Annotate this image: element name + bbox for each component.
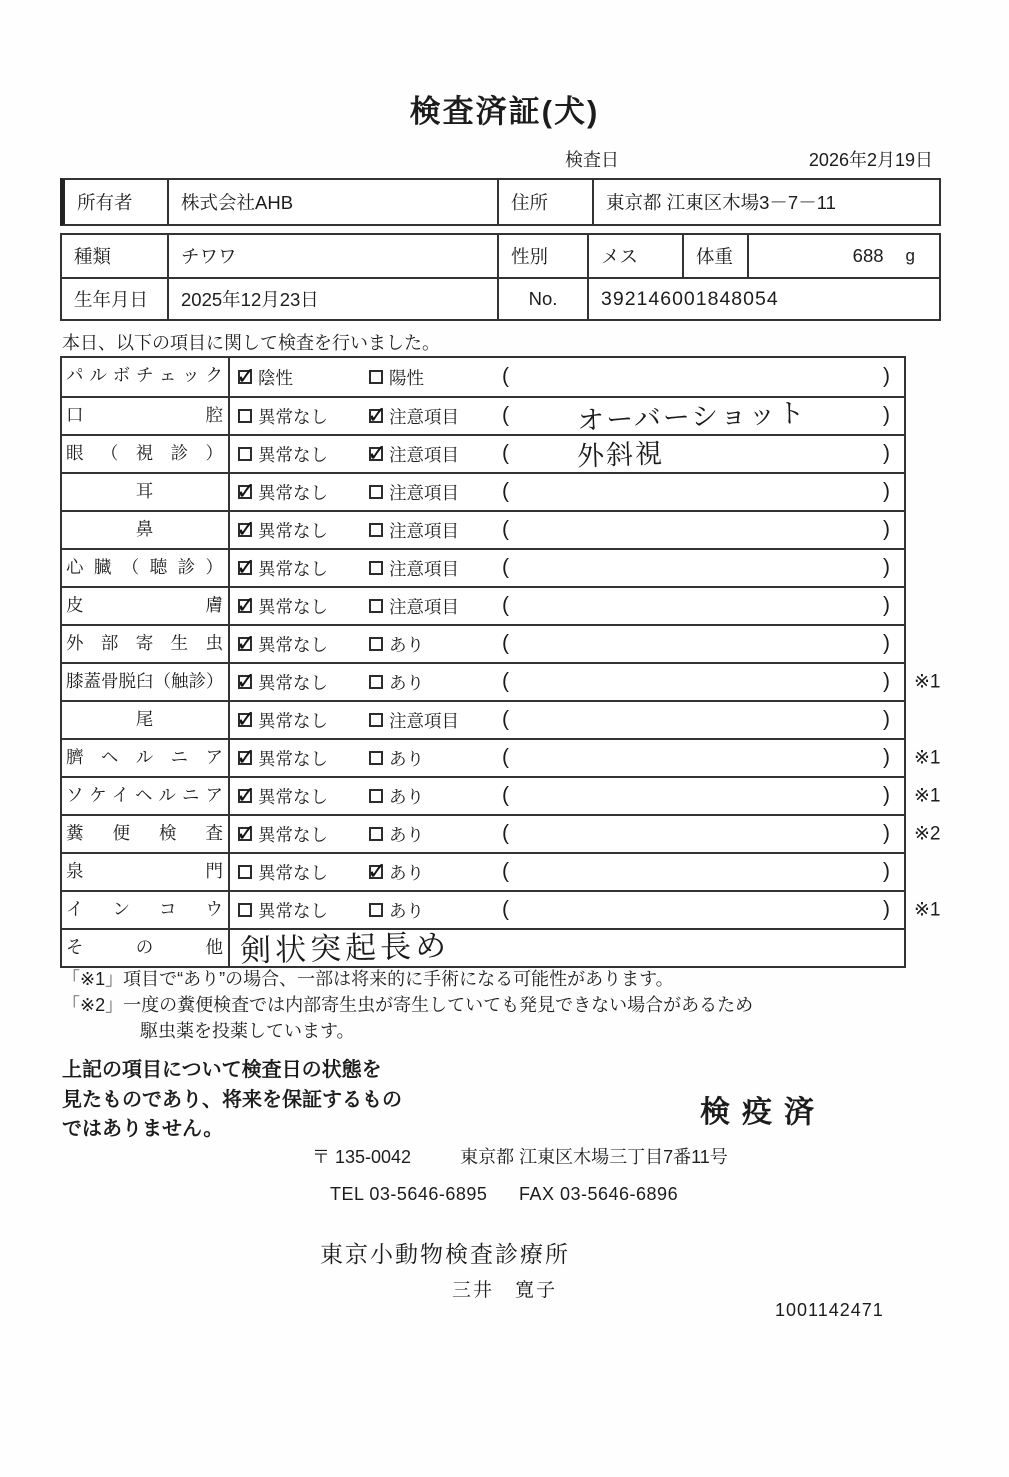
option-1-label: 異常なし (258, 862, 328, 883)
checkbox-icon: ✓ (236, 363, 257, 390)
exam-note-area (492, 436, 904, 472)
checkbox-icon (369, 523, 383, 537)
paren-close: ) (883, 441, 890, 465)
owner-table (60, 178, 941, 226)
exam-note-area (492, 702, 904, 738)
exam-option-2 (361, 784, 492, 809)
option-2-label: 陽性 (389, 367, 424, 388)
disclaimer-line-1: 上記の項目について検査日の状態を (62, 1059, 382, 1081)
paren-open: ( (502, 783, 509, 807)
option-1-label: 異常なし (258, 748, 328, 769)
exam-option-1 (230, 670, 361, 695)
paren-open: ( (502, 517, 509, 541)
option-2-label: 注意項目 (389, 710, 459, 731)
option-1-label: 異常なし (258, 634, 328, 655)
exam-option-2 (361, 480, 492, 505)
remark-marker: ※2 (914, 823, 941, 845)
exam-option-2 (361, 822, 492, 847)
weight-unit: g (905, 246, 915, 265)
paren-close: ) (883, 745, 890, 769)
exam-option-1 (230, 860, 361, 885)
exam-option-1 (230, 784, 361, 809)
option-2-label: あり (389, 748, 424, 769)
exam-row (62, 396, 904, 434)
remark-marker: ※1 (914, 899, 941, 921)
option-2-label: あり (389, 824, 424, 845)
exam-row-other (62, 928, 904, 969)
owner-label: 所有者 (77, 192, 133, 213)
checkbox-icon: ✓ (236, 782, 257, 809)
exam-option-2 (361, 708, 492, 733)
clinic-address-line (312, 1143, 728, 1169)
serial-number: 1001142471 (775, 1300, 884, 1320)
option-2-label: 注意項目 (389, 406, 459, 427)
paren-open: ( (502, 364, 509, 388)
id-number-value: 392146001848054 (587, 279, 939, 319)
weight-label: 体重 (682, 235, 747, 277)
option-2-label: 注意項目 (389, 520, 459, 541)
checkbox-icon: ✓ (236, 478, 257, 505)
checkbox-icon: ✓ (367, 440, 388, 467)
dob-label: 生年月日 (74, 289, 149, 310)
checkbox-icon (369, 561, 383, 575)
paren-open: ( (502, 441, 509, 465)
checkbox-icon (238, 903, 252, 917)
option-1-label: 異常なし (258, 900, 328, 921)
exam-item-label: ソケイヘルニア (62, 778, 230, 814)
exam-option-2 (361, 404, 492, 429)
dob-value: 2025年12月23日 (167, 279, 497, 319)
exam-item-label: 眼（視診） (62, 436, 230, 472)
clinic-name: 東京小動物検査診療所 (320, 1241, 570, 1267)
checkbox-icon: ✓ (236, 592, 257, 619)
checkbox-icon (369, 827, 383, 841)
exam-option-1 (230, 556, 361, 581)
checkbox-icon (369, 485, 383, 499)
paren-close: ) (883, 707, 890, 731)
paren-open: ( (502, 555, 509, 579)
option-2-label: あり (389, 862, 424, 883)
exam-note-area (492, 398, 904, 434)
exam-note-area (492, 512, 904, 548)
pet-row-breed (62, 235, 939, 277)
paren-open: ( (502, 745, 509, 769)
exam-option-2 (361, 860, 492, 885)
option-2-label: 注意項目 (389, 558, 459, 579)
paren-close: ) (883, 821, 890, 845)
option-1-label: 異常なし (258, 786, 328, 807)
checkbox-icon (369, 903, 383, 917)
clinic-address: 東京都 江東区木場三丁目7番11号 (460, 1147, 728, 1167)
weight-value-cell (747, 235, 939, 277)
exam-row (62, 510, 904, 548)
checkbox-icon: ✓ (236, 516, 257, 543)
id-number-label: No. (497, 279, 587, 319)
exam-note-area (492, 588, 904, 624)
option-2-label: 注意項目 (389, 482, 459, 503)
option-2-label: あり (389, 786, 424, 807)
checkbox-icon (369, 675, 383, 689)
option-1-label: 異常なし (258, 558, 328, 579)
option-2-label: あり (389, 672, 424, 693)
paren-close: ) (883, 403, 890, 427)
exam-note-area (492, 854, 904, 890)
exam-item-label: 耳 (62, 474, 230, 510)
sex-value: メス (587, 235, 682, 277)
exam-option-1 (230, 708, 361, 733)
exam-row (62, 434, 904, 472)
handwritten-note: 剣状突起長め (239, 928, 451, 969)
exam-option-2 (361, 442, 492, 467)
pet-row-dob (62, 277, 939, 319)
exam-item-label: 皮膚 (62, 588, 230, 624)
checkbox-icon (369, 751, 383, 765)
exam-option-2 (361, 746, 492, 771)
paren-open: ( (502, 479, 509, 503)
paren-open: ( (502, 821, 509, 845)
exam-option-2 (361, 670, 492, 695)
exam-note-area (492, 778, 904, 814)
sex-label: 性別 (497, 235, 587, 277)
exam-note-area (492, 664, 904, 700)
exam-option-1 (230, 746, 361, 771)
paren-close: ) (883, 517, 890, 541)
exam-item-label: 泉門 (62, 854, 230, 890)
other-note-area (230, 928, 904, 969)
exam-option-1 (230, 822, 361, 847)
owner-row (65, 180, 939, 224)
exam-option-2 (361, 594, 492, 619)
exam-item-label: 糞便検査 (62, 816, 230, 852)
paren-close: ) (883, 897, 890, 921)
disclaimer-line-2: 見たものであり、将来を保証するもの (62, 1088, 402, 1111)
postal-code: 〒 135-0042 (312, 1147, 412, 1167)
handwritten-note: 外斜視 (576, 438, 665, 472)
exam-row (62, 586, 904, 624)
inspection-date-value: 2026年2月19日 (808, 150, 933, 170)
quarantine-stamp: 検疫済 (700, 1096, 826, 1129)
exam-option-2 (361, 556, 492, 581)
exam-note-area (492, 892, 904, 928)
remark-marker: ※1 (914, 671, 941, 693)
exam-row (62, 738, 941, 776)
paren-close: ) (883, 631, 890, 655)
checkbox-icon (238, 409, 252, 423)
disclaimer-line-3: ではありません。 (62, 1118, 224, 1140)
exam-option-2 (361, 898, 492, 923)
note-2-line-2: 駆虫薬を投薬しています。 (140, 1021, 355, 1041)
intro-text: 本日、以下の項目に関して検査を行いました。 (62, 333, 440, 353)
checkbox-icon (369, 370, 383, 384)
exam-item-label: インコウ (62, 892, 230, 928)
exam-note-area (492, 550, 904, 586)
remark-marker: ※1 (914, 747, 941, 769)
checkbox-icon: ✓ (236, 630, 257, 657)
disclaimer (62, 1056, 402, 1145)
exam-row (62, 472, 904, 510)
breed-label: 種類 (74, 246, 112, 267)
exam-table (60, 356, 941, 969)
exam-row (62, 890, 941, 928)
exam-option-1 (230, 365, 361, 390)
exam-option-1 (230, 480, 361, 505)
clinic-phone-line (330, 1184, 678, 1205)
veterinarian-name: 三井 寛子 (452, 1280, 558, 1301)
checkbox-icon: ✓ (236, 744, 257, 771)
exam-item-label: パルボチェック (62, 358, 230, 396)
exam-option-2 (361, 365, 492, 390)
exam-row (62, 776, 941, 814)
exam-option-1 (230, 404, 361, 429)
note-2-line-1: 「※2」一度の糞便検査では内部寄生虫が寄生していても発見できない場合があるため (62, 995, 754, 1015)
exam-item-label: 膝蓋骨脱臼（触診） (62, 664, 230, 700)
exam-row (62, 700, 904, 738)
option-2-label: 注意項目 (389, 444, 459, 465)
note-1: 「※1」項目で“あり”の場合、一部は将来的に手術になる可能性があります。 (62, 969, 674, 989)
exam-option-1 (230, 594, 361, 619)
inspection-date-label: 検査日 (565, 150, 619, 170)
option-1-label: 異常なし (258, 520, 328, 541)
exam-option-2 (361, 518, 492, 543)
exam-item-label: 口腔 (62, 398, 230, 434)
option-1-label: 異常なし (258, 444, 328, 465)
owner-value: 株式会社AHB (167, 180, 497, 224)
checkbox-icon (369, 789, 383, 803)
paren-open: ( (502, 897, 509, 921)
option-1-label: 異常なし (258, 482, 328, 503)
exam-note-area (492, 740, 904, 776)
checkbox-icon: ✓ (236, 554, 257, 581)
paren-open: ( (502, 593, 509, 617)
exam-note-area (492, 816, 904, 852)
paren-open: ( (502, 631, 509, 655)
handwritten-note: オーバーショット (576, 397, 808, 436)
exam-row (62, 662, 941, 700)
fax-number: FAX 03-5646-6896 (518, 1184, 679, 1204)
checkbox-icon: ✓ (367, 858, 388, 885)
exam-row (62, 624, 904, 662)
exam-row (62, 358, 904, 396)
paren-close: ) (883, 669, 890, 693)
remark-marker: ※1 (914, 785, 941, 807)
checkbox-icon: ✓ (367, 402, 388, 429)
exam-option-2 (361, 632, 492, 657)
paren-close: ) (883, 783, 890, 807)
option-1-label: 陰性 (258, 367, 293, 388)
paren-close: ) (883, 479, 890, 503)
option-1-label: 異常なし (258, 672, 328, 693)
option-1-label: 異常なし (258, 596, 328, 617)
exam-note-area (492, 626, 904, 662)
exam-item-label: その他 (62, 930, 230, 966)
exam-row (62, 548, 904, 586)
paren-close: ) (883, 859, 890, 883)
checkbox-icon (369, 637, 383, 651)
exam-item-label: 外部寄生虫 (62, 626, 230, 662)
checkbox-icon (238, 865, 252, 879)
paren-open: ( (502, 669, 509, 693)
exam-option-1 (230, 518, 361, 543)
exam-option-1 (230, 442, 361, 467)
page-title: 検査済証(犬) (409, 94, 600, 129)
option-1-label: 異常なし (258, 710, 328, 731)
exam-row (62, 814, 941, 852)
option-2-label: あり (389, 900, 424, 921)
option-1-label: 異常なし (258, 824, 328, 845)
option-1-label: 異常なし (258, 406, 328, 427)
checkbox-icon: ✓ (236, 668, 257, 695)
tel-number: TEL 03-5646-6895 (330, 1184, 488, 1204)
paren-open: ( (502, 403, 509, 427)
exam-note-area (492, 358, 904, 396)
paren-open: ( (502, 859, 509, 883)
address-value: 東京都 江東区木場3－7－11 (592, 180, 939, 224)
exam-item-label: 尾 (62, 702, 230, 738)
weight-number: 688 (852, 245, 884, 266)
exam-row (62, 852, 904, 890)
exam-option-1 (230, 898, 361, 923)
checkbox-icon: ✓ (236, 820, 257, 847)
exam-item-label: 臍ヘルニア (62, 740, 230, 776)
checkbox-icon (369, 713, 383, 727)
paren-open: ( (502, 707, 509, 731)
paren-close: ) (883, 593, 890, 617)
exam-item-label: 心臓（聴診） (62, 550, 230, 586)
exam-option-1 (230, 632, 361, 657)
exam-item-label: 鼻 (62, 512, 230, 548)
option-2-label: 注意項目 (389, 596, 459, 617)
exam-note-area (492, 474, 904, 510)
notes-block (62, 966, 753, 1044)
breed-value: チワワ (167, 235, 497, 277)
paren-close: ) (883, 555, 890, 579)
address-label: 住所 (497, 180, 592, 224)
inspection-date-row (565, 146, 933, 172)
pet-table (60, 233, 941, 321)
checkbox-icon (238, 447, 252, 461)
checkbox-icon: ✓ (236, 706, 257, 733)
checkbox-icon (369, 599, 383, 613)
option-2-label: あり (389, 634, 424, 655)
paren-close: ) (883, 364, 890, 388)
